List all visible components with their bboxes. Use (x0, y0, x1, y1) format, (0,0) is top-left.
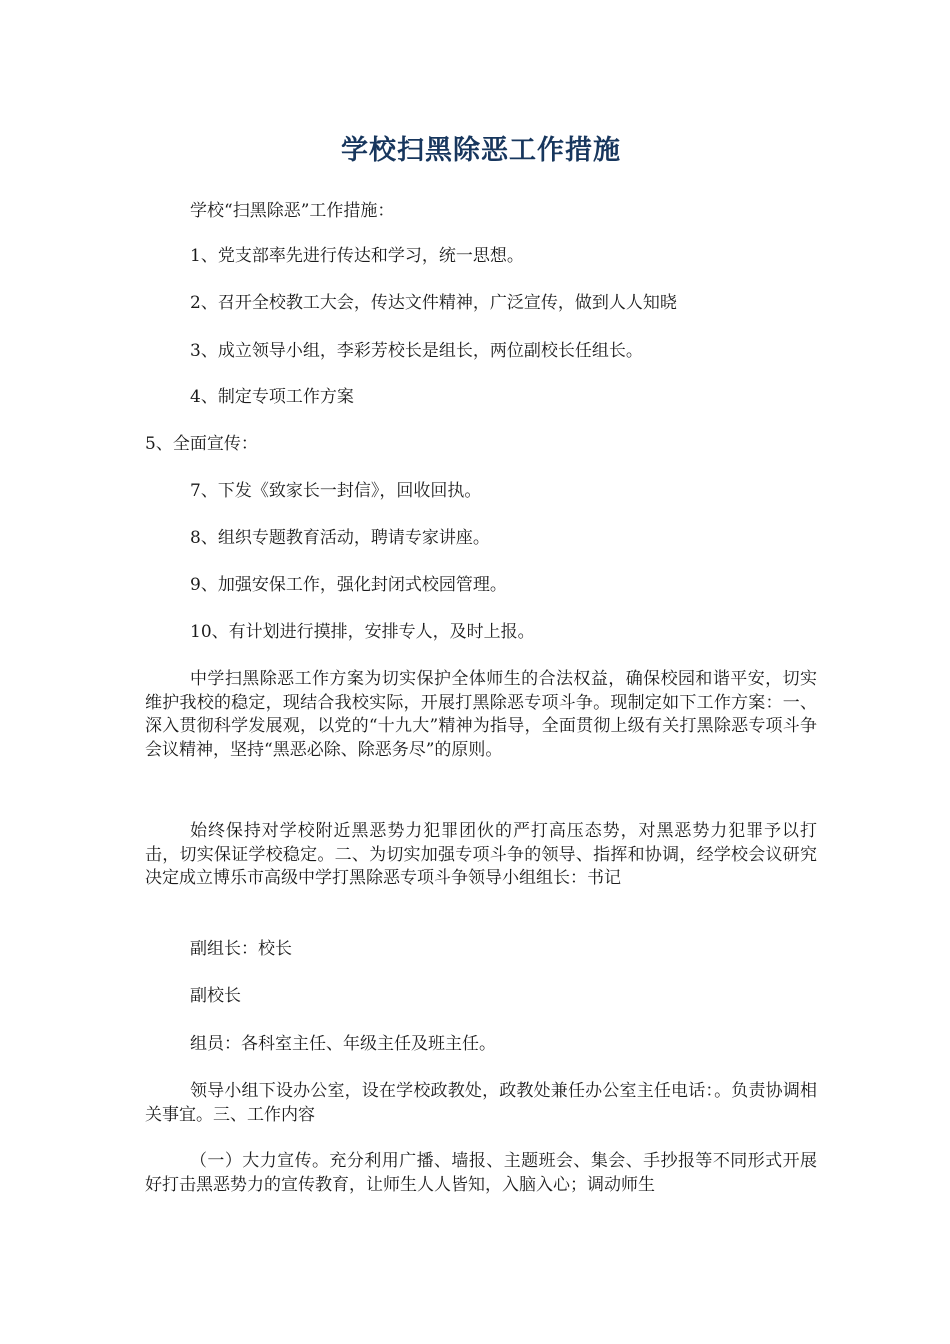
paragraph-item-9: 9、加强安保工作，强化封闭式校园管理。 (190, 575, 507, 595)
paragraph-vice-principal: 副校长 (190, 986, 241, 1006)
paragraph-item-4: 4、制定专项工作方案 (190, 387, 354, 407)
paragraph-deputy-leader: 副组长：校长 (190, 939, 292, 959)
paragraph-item-8: 8、组织专题教育活动，聘请专家讲座。 (190, 528, 490, 548)
paragraph-item-1: 1、党支部率先进行传达和学习，统一思想。 (190, 246, 524, 266)
paragraph-intro: 学校“扫黑除恶”工作措施： (190, 201, 395, 221)
paragraph-item-5: 5、全面宣传： (145, 434, 258, 454)
paragraph-item-10: 10、有计划进行摸排，安排专人，及时上报。 (190, 622, 535, 642)
paragraph-plan-overview: 中学扫黑除恶工作方案为切实保护全体师生的合法权益，确保校园和谐平安，切实维护我校的稳定，现结合我校实际，开展打黑除恶专项斗争。现制定如下工作方案：一、深入贯彻科学发展观，以党的“十九大”精神为指导，全面贯彻上级有关打黑除恶专项斗争会议精神，坚持“黑恶必除、除恶务尽”的原则。 (145, 669, 817, 760)
document-title: 学校扫黑除恶工作措施 (341, 135, 621, 166)
paragraph-members: 组员：各科室主任、年级主任及班主任。 (190, 1034, 496, 1054)
paragraph-item-3: 3、成立领导小组，李彩芳校长是组长，两位副校长任组长。 (190, 341, 643, 361)
paragraph-office: 领导小组下设办公室，设在学校政教处，政教处兼任办公室主任电话：。负责协调相关事宜。三、工作内容 (145, 1081, 817, 1125)
paragraph-leadership-group: 始终保持对学校附近黑恶势力犯罪团伙的严打高压态势，对黑恶势力犯罪予以打击，切实保证学校稳定。二、为切实加强专项斗争的领导、指挥和协调，经学校会议研究决定成立博乐市高级中学打黑除恶专项斗争领导小组组长：书记 (145, 821, 817, 888)
paragraph-item-7: 7、下发《致家长一封信》，回收回执。 (190, 481, 482, 501)
paragraph-item-2: 2、召开全校教工大会，传达文件精神，广泛宣传，做到人人知晓 (190, 293, 677, 313)
paragraph-work-content: （一）大力宣传。充分利用广播、墙报、主题班会、集会、手抄报等不同形式开展好打击黑恶势力的宣传教育，让师生人人皆知，入脑入心；调动师生 (145, 1151, 817, 1195)
